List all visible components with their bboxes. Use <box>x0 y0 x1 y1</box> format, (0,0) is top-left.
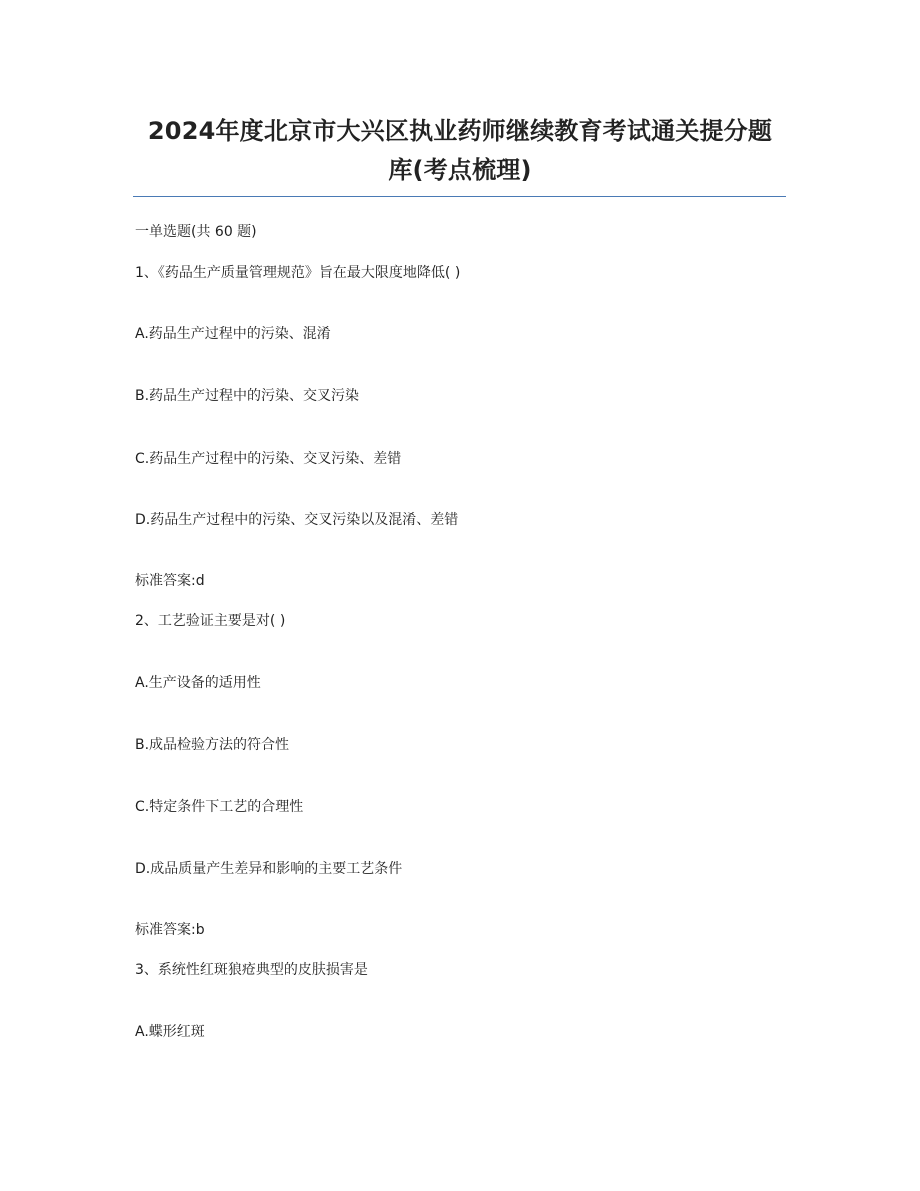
question-1-option-d: D.药品生产过程中的污染、交叉污染以及混淆、差错 <box>135 512 459 528</box>
document-title-line-1: 2024年度北京市大兴区执业药师继续教育考试通关提分题 <box>147 117 773 145</box>
document-title-line-2: 库(考点梳理) <box>388 156 532 184</box>
document-title <box>120 112 800 190</box>
question-1-stem: 1、《药品生产质量管理规范》旨在最大限度地降低( ) <box>135 265 461 281</box>
question-3-stem: 3、系统性红斑狼疮典型的皮肤损害是 <box>135 962 368 978</box>
question-2-answer: 标准答案:b <box>135 922 205 938</box>
question-1-option-a: A.药品生产过程中的污染、混淆 <box>135 326 331 342</box>
question-2-stem: 2、工艺验证主要是对( ) <box>135 613 286 629</box>
question-1-option-c: C.药品生产过程中的污染、交叉污染、差错 <box>135 451 402 467</box>
question-2-option-d: D.成品质量产生差异和影响的主要工艺条件 <box>135 861 403 877</box>
question-1-answer: 标准答案:d <box>135 573 205 589</box>
title-divider <box>133 196 786 197</box>
question-1-option-b: B.药品生产过程中的污染、交叉污染 <box>135 388 360 404</box>
question-2-option-a: A.生产设备的适用性 <box>135 675 261 691</box>
section-heading: 一单选题(共 60 题) <box>135 224 257 240</box>
question-2-option-c: C.特定条件下工艺的合理性 <box>135 799 304 815</box>
question-3-option-a: A.蝶形红斑 <box>135 1024 205 1040</box>
question-2-option-b: B.成品检验方法的符合性 <box>135 737 290 753</box>
